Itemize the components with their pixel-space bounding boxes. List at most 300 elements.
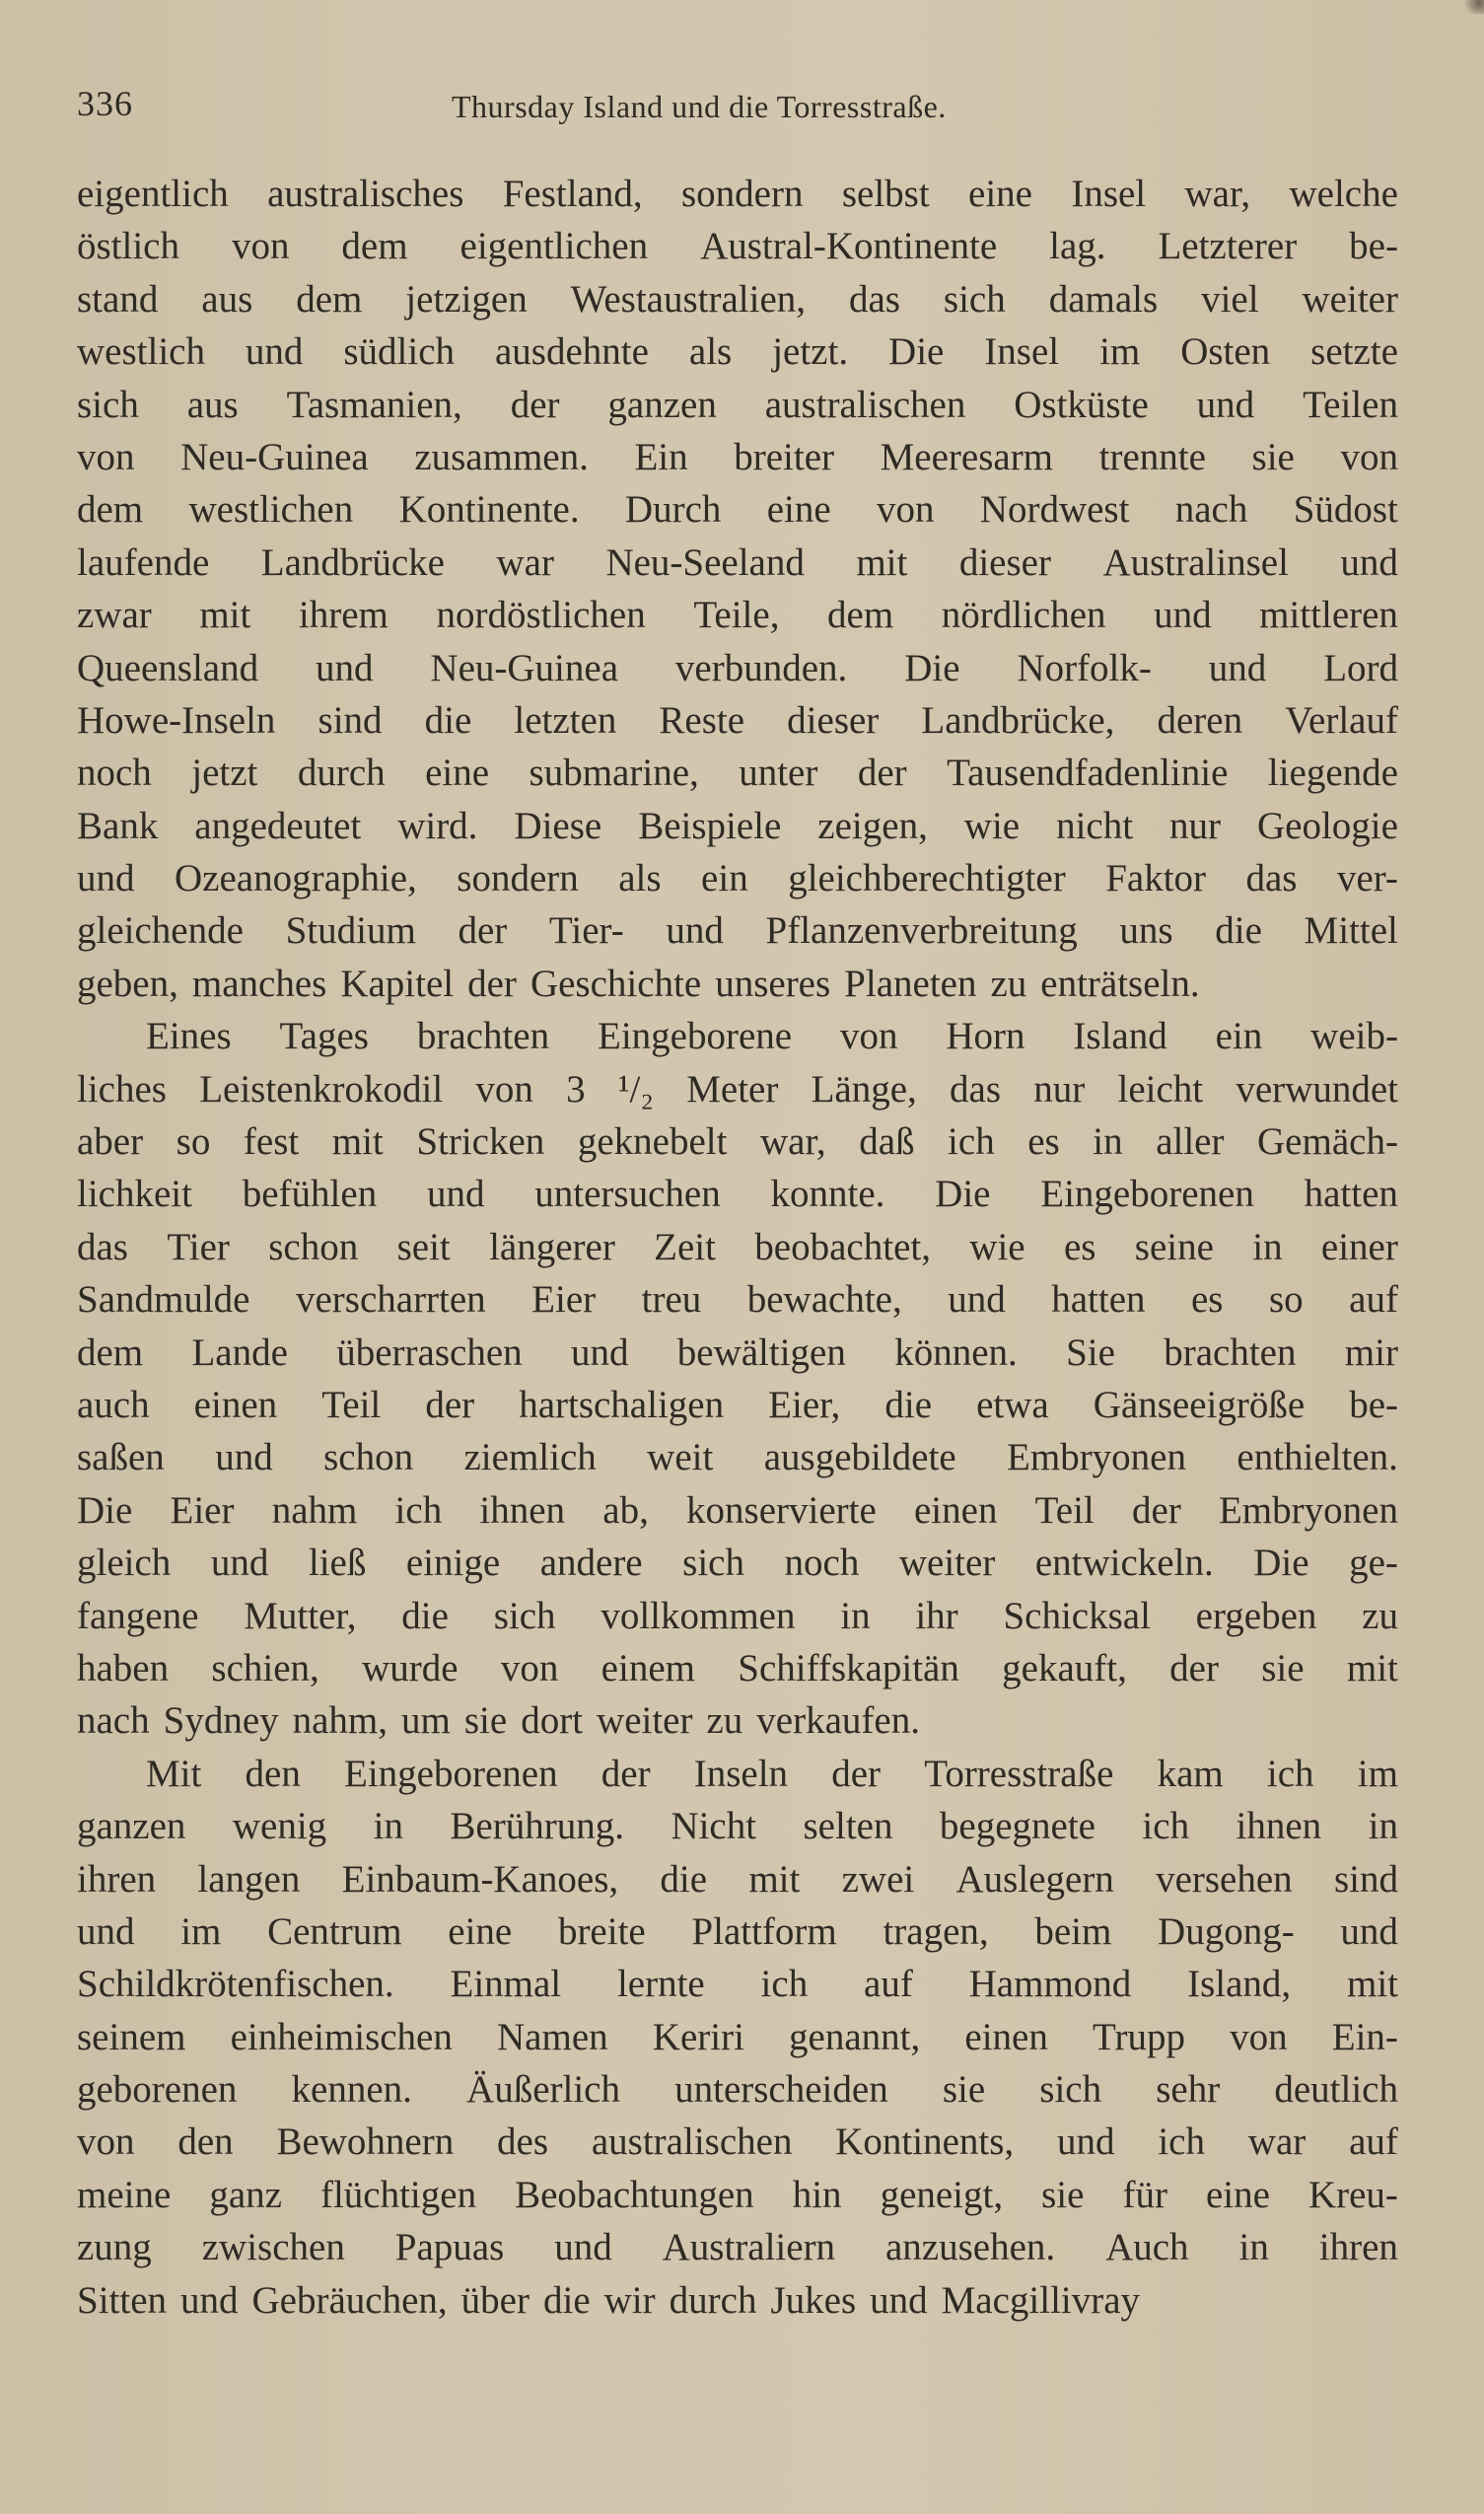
word: Durch bbox=[624, 488, 722, 532]
word: enthielten. bbox=[1237, 1436, 1398, 1479]
word: dort bbox=[521, 1699, 584, 1743]
text-line bbox=[77, 1327, 1398, 1379]
word: Insel bbox=[1071, 173, 1147, 215]
text-line bbox=[77, 1590, 1398, 1642]
word: langen bbox=[197, 1857, 301, 1901]
word: zwischen bbox=[201, 2226, 345, 2269]
word: australischen bbox=[764, 383, 966, 426]
word: fest bbox=[243, 1120, 300, 1164]
word: zeigen, bbox=[817, 804, 928, 847]
word: südlich bbox=[343, 330, 456, 374]
word: flüchtigen bbox=[319, 2173, 477, 2216]
word: durch bbox=[297, 752, 386, 795]
word: ein bbox=[701, 857, 748, 900]
word: Die bbox=[904, 646, 960, 689]
word: jetzt bbox=[191, 752, 258, 795]
word: zung bbox=[77, 2226, 152, 2269]
word: liegende bbox=[1267, 752, 1398, 795]
text-line bbox=[77, 1958, 1398, 2010]
word: Horn bbox=[946, 1015, 1025, 1058]
word: den bbox=[177, 2120, 234, 2164]
word: dem bbox=[77, 1330, 144, 1374]
word: selbst bbox=[841, 173, 930, 215]
word: ausdehnte bbox=[495, 330, 649, 374]
word: Kapitel bbox=[340, 962, 455, 1005]
word: sie bbox=[1041, 2173, 1085, 2216]
word: einige bbox=[405, 1542, 501, 1585]
word: Die bbox=[888, 330, 945, 374]
word: westlichen bbox=[188, 488, 354, 532]
word: geben, bbox=[77, 962, 178, 1005]
text-line bbox=[77, 325, 1398, 378]
word: von bbox=[475, 1067, 533, 1111]
word: Beispiele bbox=[638, 804, 782, 847]
word: laufende bbox=[77, 540, 210, 584]
word: verbunden. bbox=[674, 646, 848, 689]
word: Eier bbox=[170, 1488, 235, 1532]
text-line bbox=[77, 431, 1398, 483]
word: ausgebildete bbox=[763, 1436, 956, 1479]
word: ihnen bbox=[479, 1488, 566, 1532]
word: sich bbox=[943, 277, 1006, 321]
word: Geschichte bbox=[530, 962, 702, 1005]
word: welche bbox=[1289, 173, 1398, 215]
word: der bbox=[510, 383, 560, 426]
word: östlich bbox=[77, 225, 179, 268]
word: zu bbox=[706, 1699, 743, 1743]
word: der bbox=[1169, 1646, 1219, 1689]
word: dieser bbox=[958, 540, 1051, 584]
word: konservierte bbox=[686, 1488, 877, 1532]
word: aller bbox=[1156, 1120, 1225, 1164]
word: geknebelt bbox=[577, 1120, 728, 1164]
word: Die bbox=[935, 1173, 991, 1216]
word: Eingeborenen bbox=[1040, 1173, 1254, 1216]
word: Auch bbox=[1105, 2226, 1189, 2269]
word: können. bbox=[894, 1330, 1018, 1374]
word: mit bbox=[199, 594, 251, 637]
word: Lord bbox=[1323, 646, 1398, 689]
word: die bbox=[401, 1594, 449, 1637]
word: Eingeborene bbox=[598, 1015, 793, 1058]
word: weib- bbox=[1310, 1015, 1398, 1058]
word: Einbaum-Kanoes, bbox=[341, 1857, 619, 1901]
word: und bbox=[426, 1173, 485, 1216]
word: unseres bbox=[715, 962, 831, 1005]
word: dieser bbox=[787, 698, 880, 742]
word: von bbox=[1340, 435, 1398, 478]
word: Australiern bbox=[662, 2226, 836, 2269]
word: Eier bbox=[531, 1278, 597, 1322]
word: geborenen bbox=[77, 2068, 238, 2112]
word: dem bbox=[296, 277, 363, 321]
word: einer bbox=[1320, 1225, 1398, 1268]
word: sehr bbox=[1156, 2068, 1221, 2112]
word: Eingeborenen bbox=[344, 1752, 558, 1795]
word: Berührung. bbox=[450, 1805, 624, 1848]
word: ganzen bbox=[607, 383, 717, 426]
word: Insel bbox=[984, 330, 1060, 374]
word: als bbox=[618, 857, 662, 900]
text-line bbox=[77, 220, 1398, 272]
word: breite bbox=[557, 1909, 646, 1953]
text-line bbox=[77, 1010, 1398, 1062]
word: wird. bbox=[397, 804, 478, 847]
word: war bbox=[1247, 2120, 1307, 2164]
word: enträtseln. bbox=[1040, 962, 1200, 1005]
text-line bbox=[77, 1694, 1398, 1747]
word: der bbox=[425, 1383, 475, 1426]
word: verscharrten bbox=[295, 1278, 486, 1322]
word: Eines bbox=[146, 1015, 232, 1058]
word: unterscheiden bbox=[674, 2068, 888, 2112]
word: sie bbox=[1251, 435, 1295, 478]
word: sich bbox=[493, 1594, 556, 1637]
word: Plattform bbox=[691, 1909, 837, 1953]
word: mittleren bbox=[1259, 594, 1398, 637]
word: Austral-Kontinente bbox=[700, 225, 998, 268]
word: eine bbox=[766, 488, 831, 532]
text-line bbox=[77, 1431, 1398, 1483]
word: daß bbox=[859, 1120, 915, 1164]
word: gleichberechtigter bbox=[788, 857, 1066, 900]
word: bewältigen bbox=[676, 1330, 846, 1374]
word: Island bbox=[1073, 1015, 1167, 1058]
word: die bbox=[424, 698, 472, 742]
word: noch bbox=[784, 1542, 860, 1585]
word: eigentlichen bbox=[459, 225, 649, 268]
word: Neu-Seeland bbox=[605, 540, 805, 584]
word: Zeit bbox=[654, 1225, 716, 1268]
body-text bbox=[77, 168, 1398, 2327]
word: Kontinents, bbox=[835, 2120, 1015, 2164]
word: den bbox=[245, 1752, 301, 1795]
word: und bbox=[1208, 646, 1267, 689]
word: Gänseeigröße bbox=[1093, 1383, 1306, 1426]
text-line bbox=[77, 379, 1398, 431]
word: viel bbox=[1201, 277, 1259, 321]
word: so bbox=[1268, 1278, 1304, 1322]
word: untersuchen bbox=[534, 1173, 721, 1216]
word: Faktor bbox=[1105, 857, 1207, 900]
word: Reste bbox=[659, 698, 745, 742]
word: Jukes bbox=[770, 2278, 857, 2322]
word: ihren bbox=[1318, 2226, 1398, 2269]
word: und bbox=[1196, 383, 1255, 426]
word: in bbox=[1252, 1225, 1283, 1268]
word: haben bbox=[77, 1646, 170, 1689]
word: Landbrücke, bbox=[921, 698, 1115, 742]
word: liches bbox=[77, 1067, 167, 1111]
word: in bbox=[1093, 1120, 1123, 1164]
word: Landbrücke bbox=[260, 540, 445, 584]
word: saßen bbox=[77, 1436, 165, 1479]
word: ein bbox=[1215, 1015, 1263, 1058]
word: Geologie bbox=[1256, 804, 1398, 847]
word: Papuas bbox=[394, 2226, 505, 2269]
word: mit bbox=[748, 1857, 801, 1901]
word: beobachtet, bbox=[754, 1225, 931, 1268]
word: vollkommen bbox=[601, 1594, 796, 1637]
word: Bank bbox=[77, 804, 159, 847]
word: nach bbox=[1174, 488, 1248, 532]
word: Mutter, bbox=[244, 1594, 357, 1637]
word: Lande bbox=[191, 1330, 288, 1374]
text-line bbox=[77, 1484, 1398, 1537]
word: für bbox=[1122, 2173, 1167, 2216]
word: eine bbox=[968, 173, 1032, 215]
word: Tasmanien, bbox=[286, 383, 462, 426]
word: in bbox=[1368, 1805, 1398, 1848]
word: lichkeit bbox=[77, 1173, 192, 1216]
word: schien, bbox=[211, 1646, 319, 1689]
word: Schicksal bbox=[1003, 1594, 1151, 1637]
word: und bbox=[948, 1278, 1006, 1322]
word: Schiffskapitän bbox=[738, 1646, 959, 1689]
word: ver- bbox=[1336, 857, 1398, 900]
word: Teilen bbox=[1303, 383, 1398, 426]
word: das bbox=[950, 1067, 1002, 1111]
word: fangene bbox=[77, 1594, 199, 1637]
word: ab, bbox=[602, 1488, 649, 1532]
word: be- bbox=[1349, 225, 1398, 268]
word: Letzterer bbox=[1158, 225, 1298, 268]
word: das bbox=[77, 1225, 128, 1268]
word: ergeben bbox=[1195, 1594, 1317, 1637]
word: nördlichen bbox=[941, 594, 1106, 637]
word: brachten bbox=[1164, 1330, 1297, 1374]
word: Meeresarm bbox=[880, 435, 1054, 478]
word: versehen bbox=[1156, 1857, 1293, 1901]
word: war bbox=[496, 540, 554, 584]
word: es bbox=[1063, 1225, 1096, 1268]
word: Sie bbox=[1066, 1330, 1115, 1374]
word: sich bbox=[682, 1542, 744, 1585]
word: Gebräuchen, bbox=[251, 2278, 448, 2322]
word: im bbox=[180, 1909, 222, 1953]
word: überraschen bbox=[336, 1330, 523, 1374]
word: westlich bbox=[77, 330, 205, 374]
word: von bbox=[77, 2120, 135, 2164]
running-head: Thursday Island und die Torresstraße. bbox=[452, 89, 947, 124]
text-line bbox=[77, 1800, 1398, 1852]
word: hin bbox=[792, 2173, 842, 2216]
word: andere bbox=[539, 1542, 643, 1585]
word: schon bbox=[323, 1436, 414, 1479]
text-line bbox=[77, 168, 1398, 220]
word: Planeten bbox=[844, 962, 977, 1005]
word: zusammen. bbox=[414, 435, 589, 478]
word: einen bbox=[914, 1488, 998, 1532]
word: nahm, bbox=[292, 1699, 389, 1743]
word: Beobachtungen bbox=[515, 2173, 754, 2216]
word: eine bbox=[425, 752, 490, 795]
word: und bbox=[554, 2226, 612, 2269]
word: in bbox=[373, 1805, 403, 1848]
word: um bbox=[401, 1699, 451, 1743]
word: jetzt. bbox=[772, 330, 849, 374]
word: und bbox=[210, 1542, 269, 1585]
word: und bbox=[1340, 540, 1398, 584]
word: hartschaligen bbox=[519, 1383, 725, 1426]
word: dem bbox=[77, 488, 144, 532]
word: Nordwest bbox=[979, 488, 1130, 532]
word: breiter bbox=[734, 435, 834, 478]
word: leicht bbox=[1117, 1067, 1204, 1111]
word: wenig bbox=[232, 1805, 327, 1848]
word: Hammond bbox=[968, 1963, 1132, 2006]
word: in bbox=[840, 1594, 871, 1637]
word: Kreu- bbox=[1307, 2173, 1398, 2216]
word: von bbox=[876, 488, 935, 532]
word: mit bbox=[856, 540, 908, 584]
word: gekauft, bbox=[1002, 1646, 1127, 1689]
text-line bbox=[77, 2116, 1398, 2168]
word: die bbox=[884, 1383, 933, 1426]
word: Ein bbox=[634, 435, 688, 478]
word: von bbox=[1230, 2015, 1288, 2058]
word: setzte bbox=[1310, 330, 1398, 374]
word: es bbox=[1027, 1120, 1060, 1164]
word: war, bbox=[1184, 173, 1251, 215]
word: Osten bbox=[1180, 330, 1271, 374]
word: zwei bbox=[841, 1857, 915, 1901]
word: Länge, bbox=[811, 1067, 917, 1111]
word: die bbox=[1215, 909, 1262, 953]
word: Stricken bbox=[416, 1120, 545, 1164]
word: bewachte, bbox=[746, 1278, 902, 1322]
word: Äußerlich bbox=[466, 2068, 620, 2112]
word: nordöstlichen bbox=[436, 594, 646, 637]
page-corner-smudge bbox=[1460, 0, 1484, 14]
word: Tages bbox=[279, 1015, 369, 1058]
word: gleichende bbox=[77, 909, 244, 953]
word: und bbox=[77, 1909, 135, 1953]
word: Neu-Guinea bbox=[430, 646, 619, 689]
word: Mittel bbox=[1304, 909, 1398, 953]
word: Einmal bbox=[450, 1963, 562, 2006]
word: durch bbox=[669, 2278, 757, 2322]
text-line bbox=[77, 2274, 1398, 2327]
word: letzten bbox=[514, 698, 617, 742]
word: sind bbox=[1333, 1857, 1398, 1901]
word: Ein- bbox=[1331, 2015, 1398, 2058]
word: hatten bbox=[1051, 1278, 1146, 1322]
word: Die bbox=[1253, 1542, 1309, 1585]
text-line bbox=[77, 2169, 1398, 2221]
word: dem bbox=[827, 594, 894, 637]
word: eine bbox=[448, 1909, 513, 1953]
word: Festland, bbox=[502, 173, 643, 215]
text-line bbox=[77, 1379, 1398, 1431]
word: selten bbox=[803, 1805, 893, 1848]
word: nur bbox=[1169, 804, 1222, 847]
word: und bbox=[215, 1436, 273, 1479]
word: und bbox=[1340, 1909, 1398, 1953]
word: Die bbox=[77, 1488, 133, 1532]
word: Inseln bbox=[693, 1752, 789, 1795]
word: einheimischen bbox=[230, 2015, 453, 2058]
word: etwa bbox=[976, 1383, 1049, 1426]
word: war, bbox=[759, 1120, 826, 1164]
word: sie bbox=[463, 1699, 508, 1743]
word: als bbox=[688, 330, 733, 374]
word: weit bbox=[647, 1436, 714, 1479]
word: der bbox=[831, 1752, 882, 1795]
word: und bbox=[1154, 594, 1212, 637]
word: eigentlich bbox=[77, 173, 229, 215]
word: zu bbox=[1362, 1594, 1398, 1637]
word: Teile, bbox=[693, 594, 780, 637]
word: es bbox=[1191, 1278, 1224, 1322]
word: von bbox=[77, 435, 135, 478]
word: einen bbox=[193, 1383, 278, 1426]
word: aber bbox=[77, 1120, 144, 1164]
word: Neu-Guinea bbox=[180, 435, 369, 478]
word: sondern bbox=[681, 173, 804, 215]
word: längerer bbox=[489, 1225, 615, 1268]
word: mit bbox=[1346, 1646, 1398, 1689]
word: lernte bbox=[616, 1963, 705, 2006]
text-line bbox=[77, 1748, 1398, 1800]
word: Teil bbox=[321, 1383, 382, 1426]
word: Norfolk- bbox=[1017, 646, 1152, 689]
word: Bewohnern bbox=[276, 2120, 455, 2164]
word: angedeutet bbox=[194, 804, 362, 847]
word: Eier, bbox=[768, 1383, 841, 1426]
word: dem bbox=[341, 225, 408, 268]
text-line bbox=[77, 589, 1398, 641]
word: ich bbox=[948, 1120, 995, 1164]
word: zwar bbox=[77, 594, 152, 637]
word: Keriri bbox=[652, 2015, 744, 2058]
word: der bbox=[857, 752, 907, 795]
word: Mit bbox=[146, 1752, 202, 1795]
word: uns bbox=[1119, 909, 1173, 953]
word: verkaufen. bbox=[756, 1699, 920, 1743]
word: wie bbox=[963, 804, 1021, 847]
word: meine bbox=[77, 2173, 172, 2216]
word: seit bbox=[396, 1225, 451, 1268]
word: brachten bbox=[416, 1015, 550, 1058]
word: verwundet bbox=[1236, 1067, 1398, 1111]
word: der bbox=[601, 1752, 651, 1795]
word: nahm bbox=[271, 1488, 358, 1532]
word: ich bbox=[1142, 1805, 1190, 1848]
word: ich bbox=[394, 1488, 443, 1532]
word: ge- bbox=[1349, 1542, 1398, 1585]
word: Verlauf bbox=[1285, 698, 1398, 742]
word: geneigt, bbox=[880, 2173, 1004, 2216]
text-line bbox=[77, 800, 1398, 852]
word: tragen, bbox=[883, 1909, 989, 1953]
word: über bbox=[460, 2278, 530, 2322]
word: Tier- bbox=[548, 909, 624, 953]
word: noch bbox=[77, 752, 152, 795]
word: die bbox=[542, 2278, 591, 2322]
text-line bbox=[77, 2063, 1398, 2116]
word: und bbox=[570, 1330, 629, 1374]
text-line bbox=[77, 1905, 1398, 1958]
word: kam bbox=[1157, 1752, 1224, 1795]
word: Diese bbox=[514, 804, 602, 847]
word: australisches bbox=[267, 173, 464, 215]
text-line bbox=[77, 1063, 1398, 1115]
word: begegnete bbox=[939, 1805, 1095, 1848]
word: weiter bbox=[898, 1542, 996, 1585]
word: seinem bbox=[77, 2015, 186, 2058]
word: ich bbox=[1266, 1752, 1314, 1795]
